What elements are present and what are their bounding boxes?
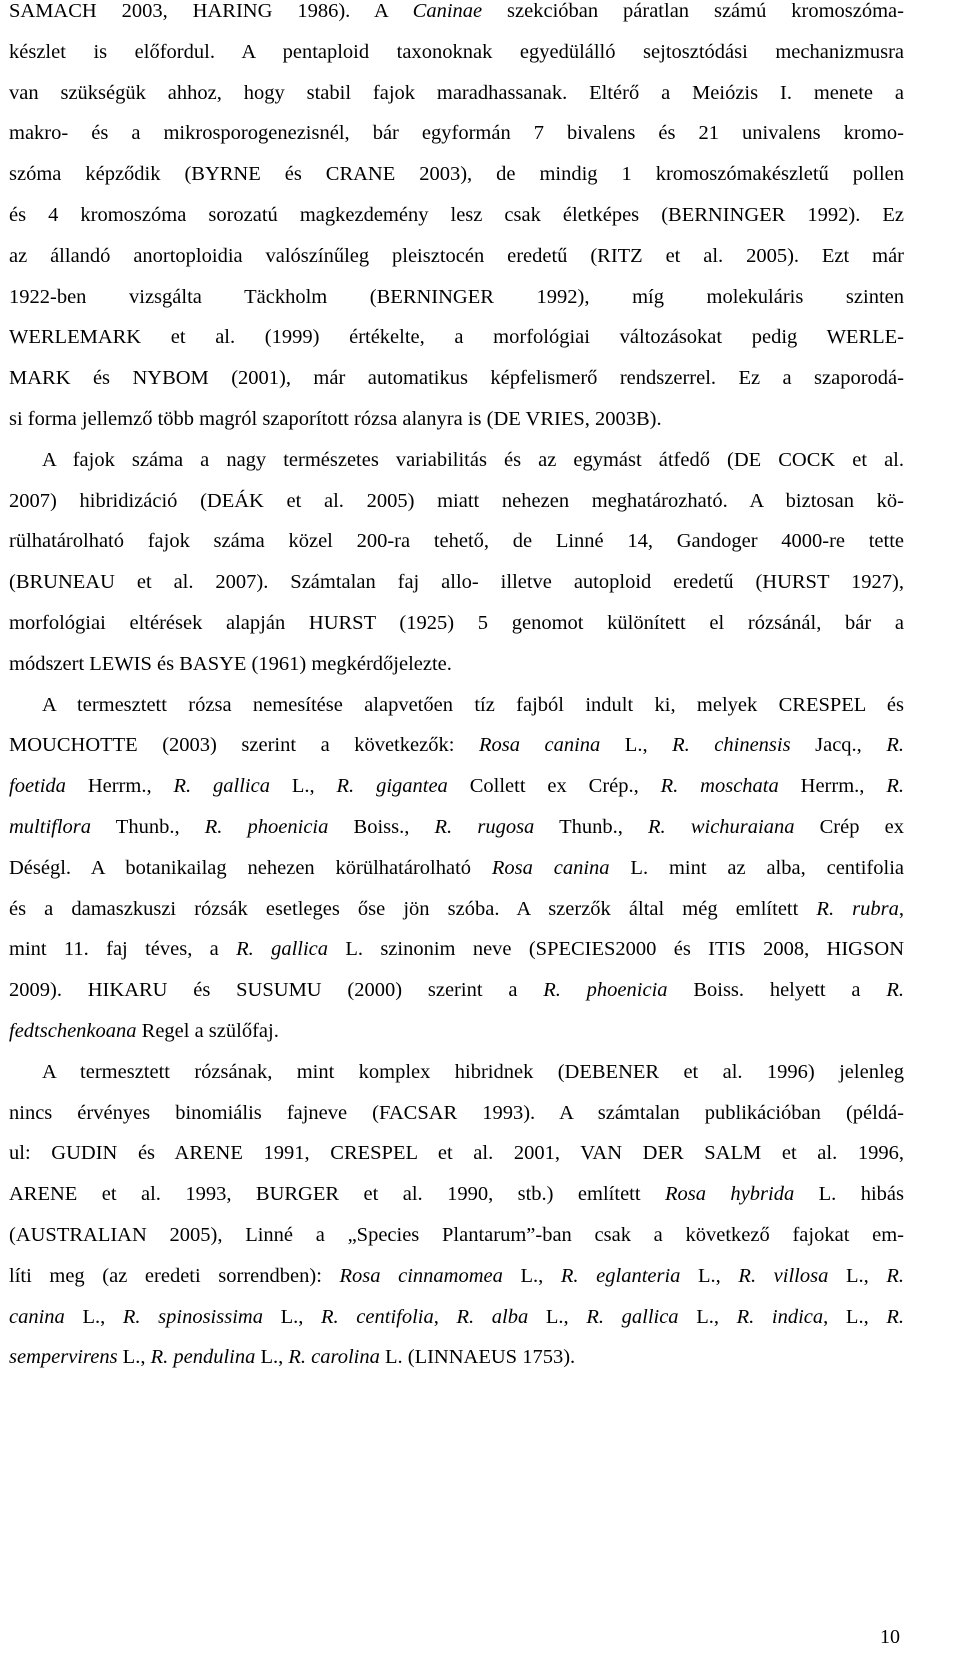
text-line [9,408,904,431]
text-line [9,938,904,961]
text-run: 1922-ben vizsgálta Täckholm (BERNINGER 1992), míg molekuláris szinten [9,285,904,308]
text-run: MOUCHOTTE (2003) szerint a következők: [9,734,479,757]
text-line [9,1102,904,1125]
text-line [9,816,904,839]
text-run: L., [502,1264,561,1287]
text-line [9,367,904,390]
text-line [9,1224,904,1247]
italic-text: R. [886,1264,904,1287]
text-run: szekcióban páratlan számú kromoszóma- [482,0,904,22]
text-line [9,612,904,635]
text-run: L., [600,734,673,757]
italic-text: canina [9,1305,65,1328]
text-line [9,1061,904,1084]
text-line [9,1142,904,1165]
text-line [9,0,904,23]
text-run: L., [117,1346,151,1369]
text-line [9,1346,904,1369]
text-run: 2009). HIKARU és SUSUMU (2000) szerint a [9,979,544,1002]
italic-text: R. chinensis [672,734,791,757]
text-run: makro- és a mikrosporogenezisnél, bár egyformán 7 bivalens és 21 univalens kromo- [9,122,904,145]
italic-text: R. eglanteria [560,1264,681,1287]
italic-text: R. phoenicia [543,979,668,1002]
text-line [9,734,904,757]
text-line [9,122,904,145]
text-run: L., [678,1305,737,1328]
text-run: Boiss. helyett a [667,979,887,1002]
italic-text: Rosa canina [491,856,610,879]
text-run: L. mint az alba, centifolia [609,856,905,879]
italic-text: R. rugosa [434,816,535,838]
text-run: L., [680,1264,739,1287]
text-line [9,82,904,105]
text-run: líti meg (az eredeti sorrendben): [9,1264,340,1287]
italic-text: Rosa hybrida [665,1183,795,1206]
text-line [9,898,904,921]
italic-text: R. spinosissima [122,1305,263,1328]
italic-text: R. rubra [816,897,899,920]
text-run: az állandó anortoploidia valószínűleg pleisztocén eredetű (RITZ et al. 2005). Ezt már [9,244,904,267]
text-run: Thunb., [91,816,205,838]
text-line [9,1183,904,1206]
text-run: L., [828,1264,887,1287]
text-line [9,1306,904,1329]
text-run: A termesztett rózsa nemesítése alapvetően tíz fajból indult ki, melyek CRESPEL és [42,693,904,716]
text-run: Regel a szülőfaj. [136,1020,279,1042]
italic-text: R. villosa [738,1264,829,1287]
italic-text: sempervirens [9,1346,118,1369]
italic-text: Rosa canina [478,734,601,757]
text-run: A fajok száma a nagy természetes variabilitás és az egymást átfedő (DE COCK et al. [42,448,904,471]
text-run: módszert LEWIS és BASYE (1961) megkérdőjelezte. [9,652,452,675]
text-line [9,530,904,553]
page-number: 10 [880,1626,900,1648]
italic-text: R. [886,734,904,757]
text-line [9,1020,904,1043]
text-run: L., [64,1305,123,1328]
text-run: Boiss., [328,816,435,838]
text-line [9,326,904,349]
italic-text: multiflora [9,816,92,838]
text-run: L. hibás [794,1183,905,1206]
italic-text: R. wichuraiana [648,816,795,838]
text-line [9,775,904,798]
text-run: nincs érvényes binomiális fajneve (FACSAR 1993). A számtalan publikációban (példá- [9,1101,904,1124]
text-run: si forma jellemző több magról szaporított rózsa alanyra is (DE VRIES, 2003B). [9,408,662,430]
text-line [9,1265,904,1288]
text-run: MARK és NYBOM (2001), már automatikus képfelismerő rendszerrel. Ez a szaporodá- [9,367,904,390]
text-run: L. szinonim neve (SPECIES2000 és ITIS 2008, HIGSON [328,938,904,961]
text-run: L., [269,775,337,798]
text-run: Thunb., [534,816,649,838]
text-run: , [898,897,905,920]
italic-text: R. [886,1305,904,1328]
text-run: (BRUNEAU et al. 2007). Számtalan faj allo- illetve autoploid eredetű (HURST 1927), [9,571,904,594]
text-run: mint 11. faj téves, a [9,938,237,961]
text-run: , [433,1305,457,1328]
text-run: Collett ex Crép., [447,775,661,798]
italic-text: R. gallica [586,1305,679,1328]
text-run: és 4 kromoszóma sorozatú magkezdemény lesz csak életképes (BERNINGER 1992). Ez [9,204,904,226]
italic-text: R. moschata [660,775,779,798]
text-run: (AUSTRALIAN 2005), Linné a „Species Plantarum”-ban csak a következő fajokat em- [9,1224,904,1246]
text-line [9,571,904,594]
italic-text: R. carolina [288,1346,380,1369]
italic-text: R. [886,775,904,798]
text-run: ARENE et al. 1993, BURGER et al. 1990, stb.) említett [9,1183,665,1206]
text-line [9,449,904,472]
text-run: Jacq., [790,734,887,757]
text-line [9,41,904,64]
italic-text: R. phoenicia [204,816,329,838]
italic-text: R. alba [456,1305,529,1328]
italic-text: R. gigantea [336,775,448,798]
text-run: Herrm., [778,775,887,798]
text-line [9,490,904,513]
italic-text: R. centifolia [321,1305,434,1328]
text-run: Herrm., [65,775,174,798]
italic-text: R. gallica [173,775,270,798]
text-run: A termesztett rózsának, mint komplex hibridnek (DEBENER et al. 1996) jelenleg [42,1060,904,1083]
text-line [9,653,904,676]
text-run: WERLEMARK et al. (1999) értékelte, a morfológiai változásokat pedig WERLE- [9,326,904,349]
italic-text: Rosa cinnamomea [339,1264,503,1287]
italic-text: R. pendulina [150,1346,256,1369]
text-line [9,204,904,227]
italic-text: R. indica [736,1305,824,1328]
text-run: L., [528,1305,587,1328]
italic-text: Caninae [412,0,483,22]
text-run: van szükségük ahhoz, hogy stabil fajok maradhassanak. Eltérő a Meiózis I. menete a [9,81,904,104]
text-line [9,163,904,186]
text-line [9,694,904,717]
text-run: szóma képződik (BYRNE és CRANE 2003), de mindig 1 kromoszómakészletű pollen [9,163,904,186]
text-run: , L., [823,1305,887,1328]
text-line [9,286,904,309]
text-line [9,857,904,880]
text-run: ul: GUDIN és ARENE 1991, CRESPEL et al. 2001, VAN DER SALM et al. 1996, [9,1142,904,1165]
text-run: készlet is előfordul. A pentaploid taxonoknak egyedülálló sejtosztódási mechanizmusra [9,40,904,63]
italic-text: R. gallica [236,938,329,961]
text-run: Crép ex [794,816,904,838]
text-line [9,979,904,1002]
italic-text: foetida [9,775,66,798]
text-run: L., [255,1346,289,1369]
text-run: és a damaszkuszi rózsák esetleges őse jön szóba. A szerzők által még említett [9,897,817,920]
text-run: Déségl. A botanikailag nehezen körülhatárolható [9,856,492,879]
italic-text: fedtschenkoana [9,1020,137,1042]
text-run: rülhatárolható fajok száma közel 200-ra tehető, de Linné 14, Gandoger 4000-re tette [9,530,904,553]
text-run: L., [262,1305,322,1328]
italic-text: R. [886,979,904,1002]
text-line [9,245,904,268]
text-run: 2007) hibridizáció (DEÁK et al. 2005) miatt nehezen meghatározható. A biztosan kö- [9,489,904,512]
text-run: morfológiai eltérések alapján HURST (1925) 5 genomot különített el rózsánál, bár a [9,612,904,634]
text-run: SAMACH 2003, HARING 1986). A [9,0,413,22]
text-run: L. (LINNAEUS 1753). [379,1346,576,1369]
